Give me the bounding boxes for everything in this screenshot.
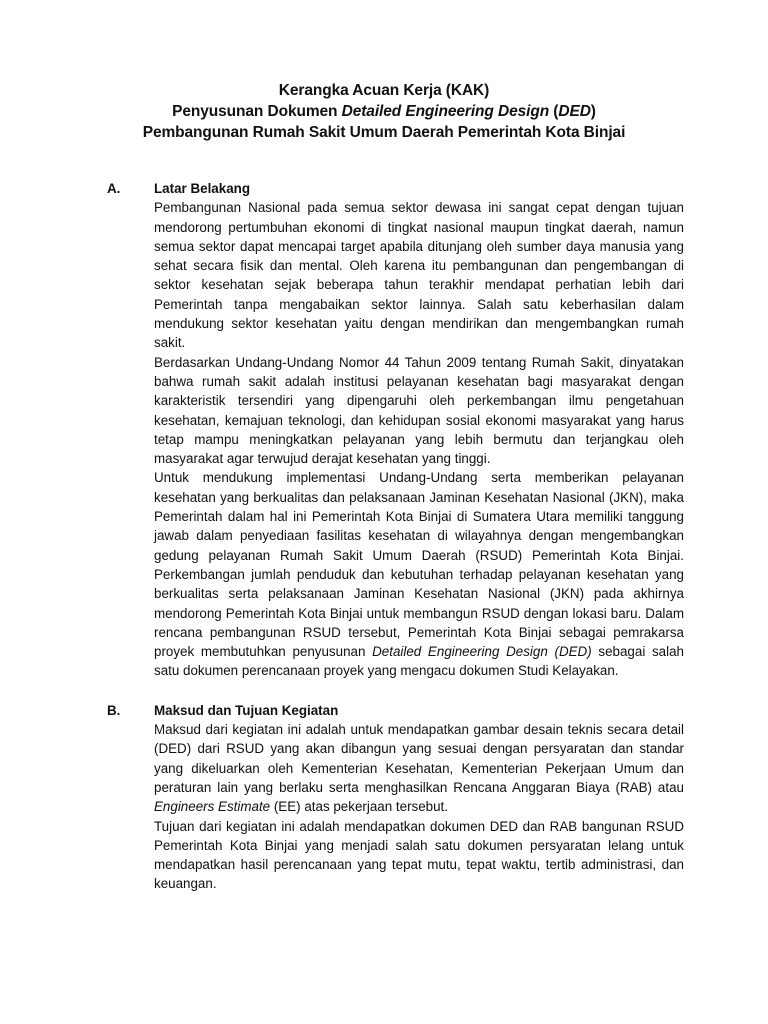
section-a-paragraph-3: [154, 468, 684, 680]
section-b-paragraph-1: [154, 720, 684, 816]
title-line-2: [0, 101, 768, 122]
title-line-2-italic-2: DED: [558, 103, 591, 120]
section-a-paragraph-3-part-2: sebagai salah satu dokumen perencanaan proyek yang mengacu dokumen Studi Kelayakan.: [154, 644, 684, 679]
section-a-paragraph-3-italic: Detailed Engineering Design (DED): [372, 644, 592, 660]
section-b-paragraph-1-part-1: Maksud dari kegiatan ini adalah untuk mendapatkan gambar desain teknis secara detail (DED) dari RSUD yang akan dibangun yang sesuai dengan persyaratan dan standar yang dikeluarkan oleh Kementerian Kesehatan, Kementerian Pekerjaan Umum dan peraturan lain yang berlaku serta menghasilkan Rencana Anggaran Biaya (RAB) atau: [154, 722, 684, 795]
section-b-paragraph-1-part-2: (EE) atas pekerjaan tersebut.: [270, 799, 448, 815]
section-latar-belakang: [107, 179, 684, 681]
section-a-paragraph-2: Berdasarkan Undang-Undang Nomor 44 Tahun 2009 tentang Rumah Sakit, dinyatakan bahwa rumah sakit adalah institusi pelayanan kesehatan bagi masyarakat dengan karakteristik tersendiri yang dipengaruhi oleh perkembangan ilmu pengetahuan kesehatan, kemajuan teknologi, dan kehidupan sosial ekonomi masyarakat yang harus tetap mampu meningkatkan pelayanan yang lebih bermutu dan terjangkau oleh masyarakat agar terwujud derajat kesehatan yang tinggi.: [154, 354, 684, 467]
section-maksud-tujuan: [107, 701, 684, 894]
section-b-letter: B.: [107, 702, 121, 718]
title-line-2-mid: (: [549, 103, 559, 120]
title-line-2-italic: Detailed Engineering Design: [341, 103, 550, 120]
section-a-paragraph-3-part-1: Untuk mendukung implementasi Undang-Undang serta memberikan pelayanan kesehatan yang berkualitas dan pelaksanaan Jaminan Kesehatan Nasional (JKN), maka Pemerintah dalam hal ini Pemerintah Kota Binjai di Sumatera Utara memiliki tanggung jawab dalam penyediaan fasilitas kesehatan di wilayahnya dengan mengembangkan gedung pelayanan Rumah Sakit Umum Daerah (RSUD) Pemerintah Kota Binjai. Perkembangan jumlah penduduk dan kebutuhan terhadap pelayanan kesehatan yang berkualitas serta pelaksanaan Jaminan Kesehatan Nasional (JKN) pada akhirnya mendorong Pemerintah Kota Binjai untuk membangun RSUD dengan lokasi baru. Dalam rencana pembangunan RSUD tersebut, Pemerintah Kota Binjai sebagai pemrakarsa proyek membutuhkan penyusunan: [154, 470, 684, 660]
section-b-heading: Maksud dan Tujuan Kegiatan: [154, 702, 339, 718]
title-line-1: Kerangka Acuan Kerja (KAK): [278, 82, 490, 99]
section-a-heading: Latar Belakang: [154, 181, 251, 196]
section-a-letter: A.: [107, 181, 121, 196]
section-b-paragraph-2: Tujuan dari kegiatan ini adalah mendapatkan dokumen DED dan RAB bangunan RSUD Pemerintah Kota Binjai yang menjadi salah satu dokumen persyaratan lelang untuk mendapatkan hasil perencanaan yang tepat mutu, tepat waktu, tertib administrasi, dan keuangan.: [154, 818, 684, 892]
section-a-paragraph-1: Pembangunan Nasional pada semua sektor dewasa ini sangat cepat dengan tujuan mendorong pertumbuhan ekonomi di tingkat nasional maupun tingkat daerah, namun semua sektor dapat mencapai target apabila ditunjang oleh sumber daya manusia yang sehat secara fisik dan mental. Oleh karena itu pembangunan dan pengembangan di sektor kesehatan sejak beberapa tahun terakhir mendapat perhatian lebih dari Pemerintah tanpa mengabaikan sektor lainnya. Salah satu keberhasilan dalam mendukung sektor kesehatan yaitu dengan mendirikan dan mengembangkan rumah sakit.: [154, 200, 684, 351]
title-line-2-suffix: ): [590, 103, 596, 120]
title-line-2-prefix: Penyusunan Dokumen: [172, 103, 342, 120]
document-title: [0, 80, 768, 143]
title-line-3: Pembangunan Rumah Sakit Umum Daerah Pemerintah Kota Binjai: [142, 124, 626, 141]
section-b-paragraph-1-italic: Engineers Estimate: [154, 799, 271, 815]
